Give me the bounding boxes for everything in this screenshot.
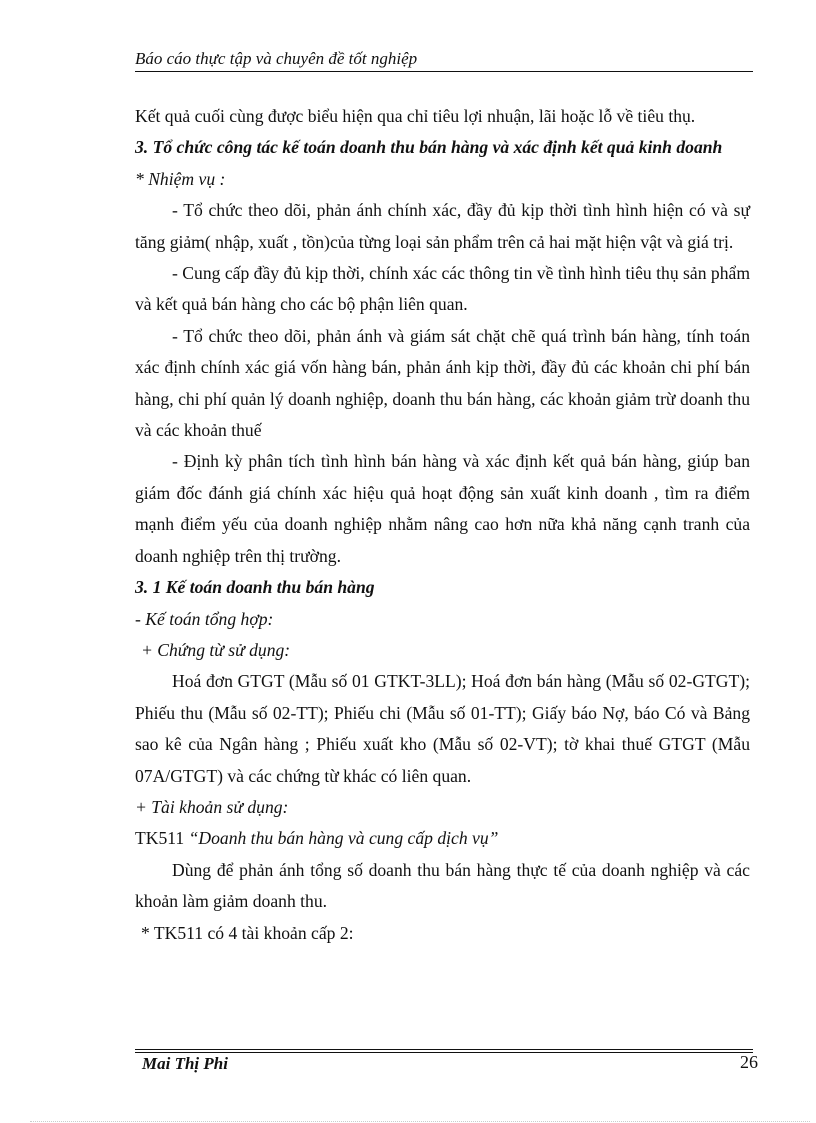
tk511-description: Dùng để phản ánh tổng số doanh thu bán hàng thực tế của doanh nghiệp và các khoản làm giảm doanh thu.: [135, 859, 750, 912]
header-divider: [135, 71, 753, 72]
document-body: [135, 101, 750, 949]
section-heading-3-1: 3. 1 Kế toán doanh thu bán hàng: [135, 577, 375, 598]
page-bottom-border: [30, 1121, 810, 1122]
tk511-level2-label: * TK511 có 4 tài khoản cấp 2:: [141, 922, 354, 943]
footer-author: Mai Thị Phi: [142, 1054, 228, 1073]
task-item-4: - Định kỳ phân tích tình hình bán hàng và xác định kết quả bán hàng, giúp ban giám đốc đánh giá chính xác hiệu quả hoạt động sản xuất kinh doanh , tìm ra điểm mạnh điểm yếu của doanh nghiệp nhằm nâng cao hơn nữa khả năng cạnh tranh của doanh nghiệp trên thị trường.: [135, 451, 750, 566]
paragraph-intro: Kết quả cuối cùng được biểu hiện qua chỉ tiêu lợi nhuận, lãi hoặc lỗ về tiêu thụ.: [135, 106, 696, 126]
task-item-1: - Tổ chức theo dõi, phản ánh chính xác, đầy đủ kịp thời tình hình hiện có và sự tăng giảm( nhập, xuất , tồn)của từng loại sản phẩm trên cả hai mặt hiện vật và giá trị.: [135, 200, 750, 252]
tk511-line: [135, 823, 750, 854]
task-item-3: - Tổ chức theo dõi, phản ánh và giám sát chặt chẽ quá trình bán hàng, tính toán xác định chính xác giá vốn hàng bán, phản ánh kịp thời, đầy đủ các khoản chi phí bán hàng, chi phí quản lý doanh nghiệp, doanh thu bán hàng, các khoản giảm trừ doanh thu và các khoản thuế: [135, 325, 750, 441]
running-header: Báo cáo thực tập và chuyên đề tốt nghiệp: [135, 49, 418, 68]
accounts-used-label: + Tài khoản sử dụng:: [135, 796, 289, 817]
footer-divider: [135, 1049, 753, 1053]
documents-used-text: Hoá đơn GTGT (Mẫu số 01 GTKT-3LL); Hoá đơn bán hàng (Mẫu số 02-GTGT); Phiếu thu (Mẫu số 02-TT); Phiếu chi (Mẫu số 01-TT); Giấy báo Nợ, báo Có và Bảng sao kê của Ngân hàng ; Phiếu xuất kho (Mẫu số 02-VT); tờ khai thuế GTGT (Mẫu 07A/GTGT) và các chứng từ khác có liên quan.: [135, 671, 750, 786]
section-heading-3: 3. Tổ chức công tác kế toán doanh thu bán hàng và xác định kết quả kinh doanh: [135, 137, 723, 158]
tasks-label: * Nhiệm vụ :: [135, 168, 226, 189]
tk511-code: TK511: [135, 828, 185, 849]
tk511-name: “Doanh thu bán hàng và cung cấp dịch vụ”: [188, 828, 499, 849]
task-item-2: - Cung cấp đầy đủ kịp thời, chính xác các thông tin về tình hình tiêu thụ sản phẩm và kết quả bán hàng cho các bộ phận liên quan.: [135, 263, 750, 315]
page-number: 26: [740, 1052, 758, 1072]
general-accounting-label: - Kế toán tổng hợp:: [135, 608, 274, 629]
documents-used-label: + Chứng từ sử dụng:: [141, 639, 291, 660]
